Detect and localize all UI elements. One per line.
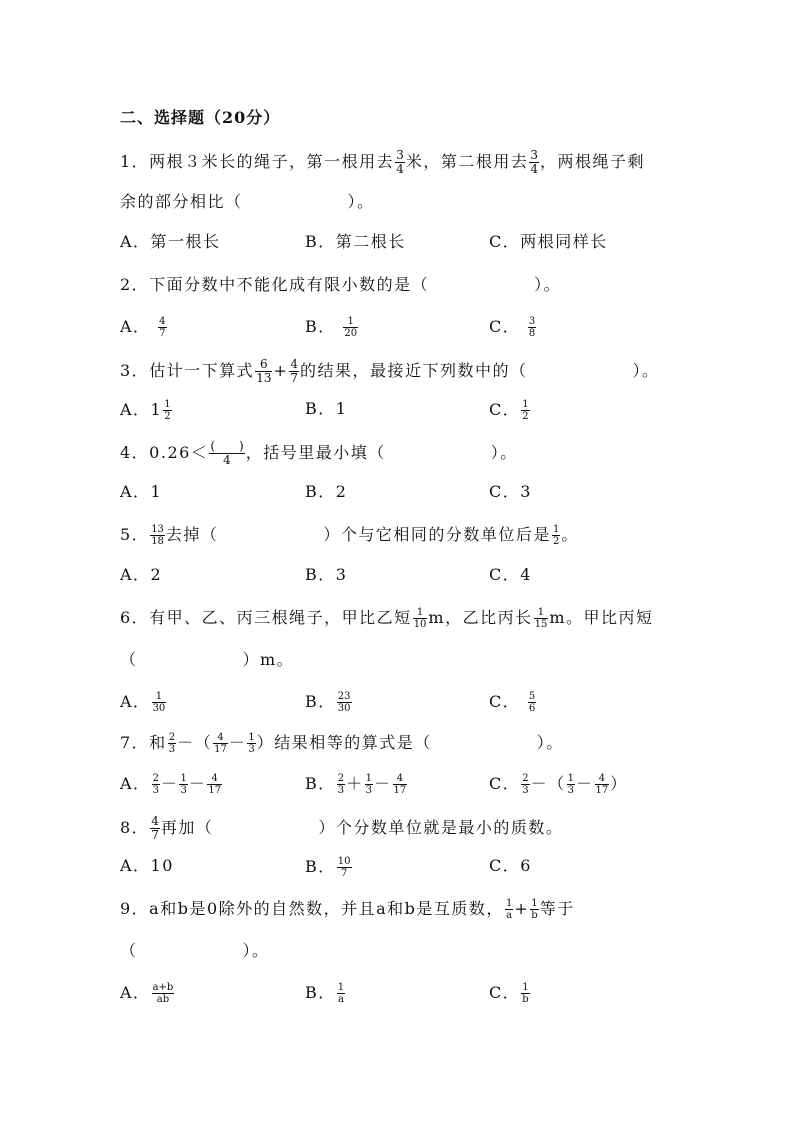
q5-option-c: C．4 <box>489 565 532 584</box>
q5-option-b: B．3 <box>305 565 348 584</box>
q4-fraction: ( ) 4 <box>210 439 244 467</box>
q4-option-c: C．3 <box>489 482 532 501</box>
q1-text-1: 1．两根３米长的绳子，第一根用去 <box>120 152 395 171</box>
q4-option-b: B．2 <box>305 482 348 501</box>
q1-option-a: A．第一根长 <box>120 232 221 251</box>
q6-option-b: B． $\frac{23}{30}$ <box>305 691 351 714</box>
q8-b-fraction: $\frac{10}{7}$ <box>337 856 351 879</box>
q9-a-fraction: $\frac{a+b}{ab}$ <box>152 982 174 1005</box>
q2-option-a: A． $\frac{4}{7}$ <box>120 316 166 339</box>
q6-c-fraction: $\frac{5}{6}$ <box>528 691 536 714</box>
q3-option-b: B．1 <box>305 399 348 418</box>
question-3: 3．估计一下算式 $\frac{6}{13}$ + $\frac{4}{7}$ 的结果，最接近下列数中的（ ）。 <box>120 357 660 385</box>
q7-fraction-2: $\frac{4}{17}$ <box>214 732 227 755</box>
q3-a-fraction: $\frac{1}{2}$ <box>164 399 171 422</box>
question-1 <box>120 149 645 176</box>
q2-option-b: B． $\frac{1}{20}$ <box>305 316 358 339</box>
q9-option-c: C． $\frac{1}{b}$ <box>489 982 529 1005</box>
q2-c-fraction: $\frac{3}{8}$ <box>528 316 536 339</box>
question-9: 9．a和b是0除外的自然数，并且a和b是互质数， $\frac{1}{a}$ + $\frac{1}{b}$ 等于 <box>120 898 575 921</box>
q6-b-fraction: $\frac{23}{30}$ <box>337 691 351 714</box>
q8-option-c: C．6 <box>489 856 532 875</box>
q6-fraction-2: $\frac{1}{15}$ <box>534 607 548 630</box>
question-4: 4．0.26＜ ( ) 4 ，括号里最小填（ ）。 <box>120 439 518 467</box>
q9-option-b: B． $\frac{1}{a}$ <box>305 982 345 1005</box>
q9-fraction-1: $\frac{1}{a}$ <box>505 898 513 921</box>
q2-option-c: C． $\frac{3}{8}$ <box>489 316 536 339</box>
q7-fraction-1: $\frac{2}{3}$ <box>168 732 176 755</box>
q1-text-2: 米，第二根用去 <box>405 152 529 171</box>
q1-option-b: B．第二根长 <box>305 232 406 251</box>
q2-a-fraction: $\frac{4}{7}$ <box>159 316 166 339</box>
q7-option-a: A． $\frac{2}{3}$ － $\frac{1}{3}$ － $\frac{4}{17}$ <box>120 773 222 796</box>
q3-fraction-1: $\frac{6}{13}$ <box>256 357 272 385</box>
q8-option-a: A．10 <box>120 856 174 875</box>
q6-a-fraction: $\frac{1}{30}$ <box>152 691 166 714</box>
q6-option-c: C． $\frac{5}{6}$ <box>489 691 536 714</box>
q9-fraction-2: $\frac{1}{b}$ <box>531 898 538 921</box>
question-7: 7．和 $\frac{2}{3}$ －（ $\frac{4}{17}$ － $\frac{1}{3}$ ）结果相等的算式是（ ）。 <box>120 732 564 755</box>
q1-text-3: ，两根绳子剩 <box>539 152 645 171</box>
q1-fraction-1: $\frac{3}{4}$ <box>396 148 404 176</box>
q8-fraction: $\frac{4}{7}$ <box>151 814 159 842</box>
q3-option-a: A．1 $\frac{1}{2}$ <box>120 399 171 422</box>
q7-fraction-3: $\frac{1}{3}$ <box>248 732 255 755</box>
section-title: 二、选择题（20分） <box>120 108 281 127</box>
q6-option-a: A． $\frac{1}{30}$ <box>120 691 166 714</box>
question-2: 2．下面分数中不能化成有限小数的是（ ）。 <box>120 275 562 294</box>
q1-option-c: C．两根同样长 <box>489 232 608 251</box>
q3-c-fraction: $\frac{1}{2}$ <box>522 399 529 422</box>
question-6: 6．有甲、乙、丙三根绳子，甲比乙短 $\frac{1}{10}$ m，乙比丙长 $\frac{1}{15}$ m。甲比丙短 <box>120 607 654 630</box>
q9-line-2: （ ）。 <box>120 941 270 960</box>
q3-option-c: C． $\frac{1}{2}$ <box>489 399 529 422</box>
q5-fraction-1: $\frac{13}{18}$ <box>151 524 164 547</box>
q3-fraction-2: $\frac{4}{7}$ <box>290 357 299 385</box>
q5-option-a: A．2 <box>120 565 163 584</box>
q1-line-2: 余的部分相比（ ）。 <box>120 192 375 211</box>
q1-fraction-2: $\frac{3}{4}$ <box>530 148 538 176</box>
q9-b-fraction: $\frac{1}{a}$ <box>337 982 345 1005</box>
q6-fraction-1: $\frac{1}{10}$ <box>413 607 427 630</box>
q9-option-a: A． $\frac{a+b}{ab}$ <box>120 982 174 1005</box>
question-5: 5． $\frac{13}{18}$ 去掉（ ）个与它相同的分数单位后是 $\frac{1}{2}$ 。 <box>120 524 579 547</box>
q6-line-2: （ ）m。 <box>120 650 295 669</box>
q9-c-fraction: $\frac{1}{b}$ <box>522 982 529 1005</box>
q7-option-c: C． $\frac{2}{3}$ －（ $\frac{1}{3}$ － $\frac{4}{17}$ ） <box>489 773 628 796</box>
q4-option-a: A．1 <box>120 482 163 501</box>
q7-option-b: B． $\frac{2}{3}$ ＋ $\frac{1}{3}$ － $\frac{4}{17}$ <box>305 773 407 796</box>
q5-fraction-2: $\frac{1}{2}$ <box>552 524 560 547</box>
question-8: 8． $\frac{4}{7}$ 再加（ ）个分数单位就是最小的质数。 <box>120 814 564 842</box>
q2-b-fraction: $\frac{1}{20}$ <box>344 316 358 339</box>
q8-option-b: B． $\frac{10}{7}$ <box>305 856 351 879</box>
